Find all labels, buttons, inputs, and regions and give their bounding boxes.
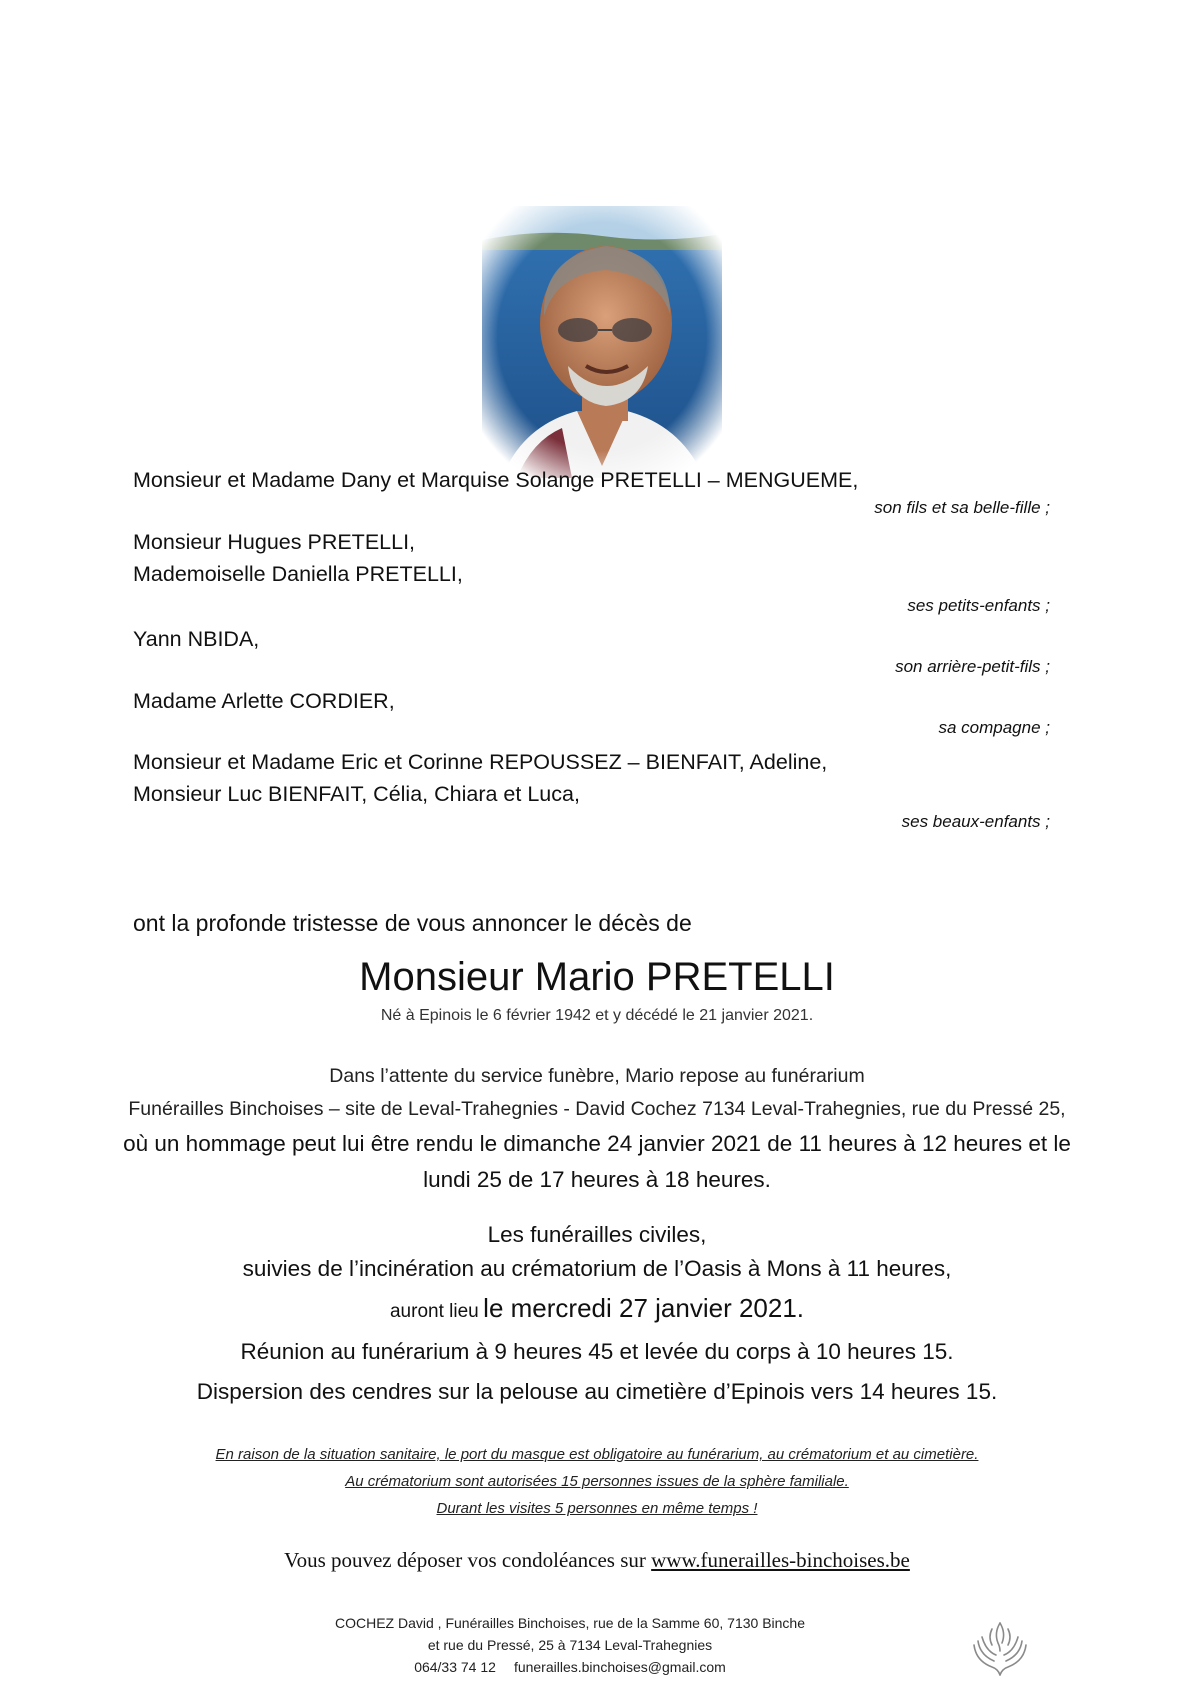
funeral-line: Dispersion des cendres sur la pelouse au cimetière d’Epinois vers 14 heures 15.: [196, 1379, 998, 1404]
funeral-date: le mercredi 27 janvier 2021.: [483, 1293, 805, 1323]
condolences-link[interactable]: www.funerailles-binchoises.be: [651, 1548, 910, 1572]
condolences-text: Vous pouvez déposer vos condoléances sur: [284, 1548, 646, 1572]
sanitary-note: Durant les visites 5 personnes en même temps !: [436, 1500, 758, 1517]
rest-line: Dans l’attente du service funèbre, Mario repose au funérarium: [329, 1065, 865, 1087]
hands-logo-icon: [966, 1617, 1034, 1679]
footer-phone: 064/33 74 12: [414, 1659, 496, 1675]
rest-line: lundi 25 de 17 heures à 18 heures.: [423, 1167, 771, 1192]
family-relation: son arrière-petit-fils ;: [895, 657, 1050, 676]
family-line: Monsieur Luc BIENFAIT, Célia, Chiara et Luca,: [133, 782, 580, 806]
footer-address: COCHEZ David , Funérailles Binchoises, rue de la Samme 60, 7130 Binche: [335, 1615, 805, 1631]
funeral-line: Réunion au funérarium à 9 heures 45 et levée du corps à 10 heures 15.: [240, 1339, 954, 1364]
family-relation: ses beaux-enfants ;: [901, 812, 1050, 831]
family-line: Monsieur Hugues PRETELLI,: [133, 530, 416, 554]
family-line: Madame Arlette CORDIER,: [133, 689, 395, 713]
family-relation: ses petits-enfants ;: [907, 596, 1050, 615]
sanitary-note: En raison de la situation sanitaire, le port du masque est obligatoire au funérarium, au crématorium et au cimetière.: [215, 1446, 979, 1463]
funeral-date-line: [60, 1293, 1134, 1324]
footer-email: funerailles.binchoises@gmail.com: [513, 1659, 726, 1675]
footer-address: et rue du Pressé, 25 à 7134 Leval-Trahegnies: [427, 1637, 713, 1653]
family-relation: sa compagne ;: [938, 718, 1050, 737]
deceased-name: Monsieur Mario PRETELLI: [359, 955, 835, 999]
family-line: Monsieur et Madame Dany et Marquise Solange PRETELLI – MENGUEME,: [133, 468, 859, 492]
sanitary-note: Au crématorium sont autorisées 15 personnes issues de la sphère familiale.: [345, 1473, 849, 1490]
family-line: Monsieur et Madame Eric et Corinne REPOUSSEZ – BIENFAIT, Adeline,: [133, 750, 828, 774]
family-line: Yann NBIDA,: [133, 627, 260, 651]
deceased-dates: Né à Epinois le 6 février 1942 et y décédé le 21 janvier 2021.: [380, 1007, 814, 1024]
portrait-photo: [482, 206, 722, 478]
rest-line: où un hommage peut lui être rendu le dimanche 24 janvier 2021 de 11 heures à 12 heures et le: [123, 1131, 1071, 1156]
funeral-date-prefix: auront lieu: [389, 1301, 479, 1322]
funeral-line: Les funérailles civiles,: [487, 1222, 707, 1247]
funeral-line: suivies de l’incinération au crématorium de l’Oasis à Mons à 11 heures,: [242, 1256, 952, 1281]
family-line: Mademoiselle Daniella PRETELLI,: [133, 562, 463, 586]
footer-contact: [300, 1656, 840, 1678]
announcement: ont la profonde tristesse de vous annoncer le décès de: [133, 910, 692, 936]
rest-line: Funérailles Binchoises – site de Leval-Trahegnies - David Cochez 7134 Leval-Trahegnies, rue du Pressé 25,: [128, 1098, 1066, 1120]
family-relation: son fils et sa belle-fille ;: [874, 498, 1050, 517]
condolences-line: [60, 1548, 1134, 1573]
